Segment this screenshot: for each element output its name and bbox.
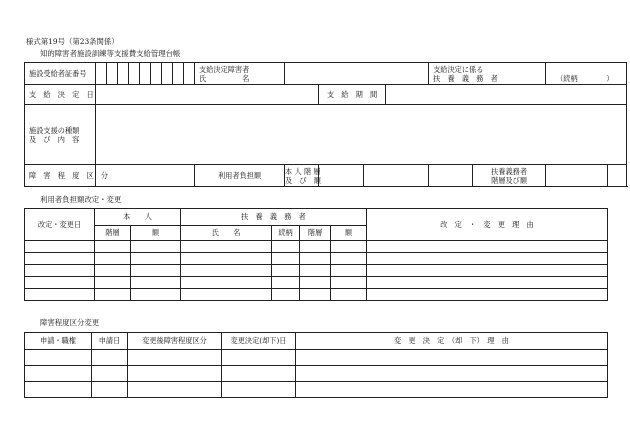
period-label: 支 給 期 間 — [319, 85, 386, 105]
support-type-label-2: 及 び 内 容 — [29, 134, 80, 144]
support-type-label — [25, 105, 96, 165]
row-cell[interactable] — [128, 366, 222, 382]
decided-person-name-field[interactable] — [285, 63, 429, 85]
self-amount-field[interactable] — [364, 165, 429, 187]
row-cell[interactable] — [128, 382, 222, 398]
row-cell[interactable] — [95, 241, 131, 253]
change-date-header: 改定・変更日 — [25, 209, 95, 241]
id-digit-cell[interactable] — [107, 63, 118, 85]
row-cell[interactable] — [131, 265, 181, 277]
table-row — [25, 241, 608, 253]
row-cell[interactable] — [181, 265, 272, 277]
period-field[interactable] — [386, 85, 627, 105]
row-cell[interactable] — [181, 241, 272, 253]
row-cell[interactable] — [300, 265, 331, 277]
table-row — [25, 253, 608, 265]
row-cell[interactable] — [272, 241, 300, 253]
row-cell[interactable] — [95, 289, 131, 301]
row-cell[interactable] — [367, 289, 608, 301]
decision-date-field[interactable] — [96, 85, 319, 105]
row-cell[interactable] — [95, 277, 131, 289]
burden-change-title: 利用者負担額改定・変更 — [40, 195, 122, 204]
table-row — [25, 289, 608, 301]
guardian-tier-field[interactable] — [546, 165, 608, 187]
burden-change-table — [24, 208, 608, 301]
id-digit-cell[interactable] — [96, 63, 107, 85]
guardian-header: 扶 養 義 務 者 — [181, 209, 367, 226]
row-cell[interactable] — [25, 350, 92, 366]
recipient-id-label: 施設受給者証番号 — [25, 63, 96, 85]
row-cell[interactable] — [272, 277, 300, 289]
row-cell[interactable] — [331, 253, 367, 265]
guardian-relation-header: 続柄 — [272, 226, 300, 241]
guardian-tier-label-1: 扶養義務者 — [491, 166, 528, 176]
new-class-header: 変更後障害程度区分 — [128, 333, 222, 350]
row-cell[interactable] — [296, 350, 608, 366]
class-change-table — [24, 332, 608, 398]
decision-reason-header: 変 更 決 定 （却 下） 理 由 — [296, 333, 608, 350]
id-digit-cell[interactable] — [184, 63, 195, 85]
row-cell[interactable] — [296, 366, 608, 382]
row-cell[interactable] — [131, 289, 181, 301]
row-cell[interactable] — [367, 253, 608, 265]
relation-label: （続柄 ） — [556, 74, 614, 83]
row-cell[interactable] — [222, 350, 296, 366]
class-change-title: 障害程度区分変更 — [40, 318, 100, 327]
id-digit-cell[interactable] — [140, 63, 151, 85]
self-header: 本 人 — [95, 209, 181, 226]
row-cell[interactable] — [95, 265, 131, 277]
row-cell[interactable] — [272, 289, 300, 301]
decided-person-label-2: 氏 名 — [199, 73, 250, 83]
table-row — [25, 265, 608, 277]
row-cell[interactable] — [272, 265, 300, 277]
self-tier-label — [285, 165, 319, 187]
row-cell[interactable] — [296, 382, 608, 398]
id-digit-cell[interactable] — [151, 63, 162, 85]
row-cell[interactable] — [272, 253, 300, 265]
decision-date-label: 支 給 決 定 日 — [25, 85, 96, 105]
row-cell[interactable] — [131, 253, 181, 265]
guardian-label-2: 扶 養 義 務 者 — [433, 73, 498, 83]
row-cell[interactable] — [25, 366, 92, 382]
row-cell[interactable] — [222, 366, 296, 382]
disability-class-field[interactable] — [96, 165, 195, 187]
row-cell[interactable] — [181, 253, 272, 265]
id-digit-cell[interactable] — [162, 63, 173, 85]
row-cell[interactable] — [300, 277, 331, 289]
support-type-label-1: 施設支援の種類 — [29, 125, 80, 135]
row-cell[interactable] — [300, 241, 331, 253]
guardian-label — [429, 63, 546, 85]
row-cell[interactable] — [331, 277, 367, 289]
spacer-cell — [429, 165, 473, 187]
change-reason-header: 改 定 ・ 変 更 理 由 — [367, 209, 608, 241]
row-cell[interactable] — [95, 253, 131, 265]
row-cell[interactable] — [25, 382, 92, 398]
row-cell[interactable] — [131, 277, 181, 289]
row-cell[interactable] — [300, 289, 331, 301]
row-cell[interactable] — [25, 289, 95, 301]
decided-person-label-1: 支給決定障害者 — [199, 64, 250, 74]
table-row — [25, 382, 608, 398]
id-digit-cell[interactable] — [129, 63, 140, 85]
row-cell[interactable] — [92, 382, 128, 398]
row-cell[interactable] — [367, 265, 608, 277]
form-number: 様式第19号（第23条関係） — [26, 37, 119, 46]
guardian-tier-label — [473, 165, 546, 187]
self-tier-label-1: 本 人 階 層 — [285, 166, 321, 176]
table-row — [25, 350, 608, 366]
row-cell[interactable] — [25, 253, 95, 265]
row-cell[interactable] — [222, 382, 296, 398]
row-cell[interactable] — [367, 241, 608, 253]
guardian-tier-header: 階層 — [300, 226, 331, 241]
row-cell[interactable] — [300, 253, 331, 265]
id-digit-cell[interactable] — [173, 63, 184, 85]
self-tier-field[interactable] — [319, 165, 364, 187]
guardian-tier-label-2: 階層及び額 — [491, 175, 528, 185]
row-cell[interactable] — [92, 350, 128, 366]
row-cell[interactable] — [25, 241, 95, 253]
decision-date-header: 変更決定(却下)日 — [222, 333, 296, 350]
self-tier-header: 階層 — [95, 226, 131, 241]
form-title: 知的障害者施設訓練等支援費支給管理台帳 — [40, 49, 181, 58]
guardian-amount-header: 額 — [331, 226, 367, 241]
row-cell[interactable] — [25, 277, 95, 289]
row-cell[interactable] — [128, 350, 222, 366]
table-row — [25, 366, 608, 382]
row-cell[interactable] — [367, 277, 608, 289]
disability-class-label: 障 害 程 度 区 分 — [25, 165, 96, 187]
row-cell[interactable] — [331, 289, 367, 301]
ledger-table — [24, 62, 627, 187]
guardian-name-field[interactable] — [546, 63, 627, 85]
row-cell[interactable] — [181, 277, 272, 289]
row-cell[interactable] — [92, 366, 128, 382]
row-cell[interactable] — [331, 241, 367, 253]
row-cell[interactable] — [331, 265, 367, 277]
decided-person-label — [195, 63, 285, 85]
row-cell[interactable] — [25, 265, 95, 277]
guardian-name-header: 氏 名 — [181, 226, 272, 241]
support-type-field[interactable] — [96, 105, 627, 165]
request-type-header: 申請・職権 — [25, 333, 92, 350]
request-date-header: 申請日 — [92, 333, 128, 350]
user-burden-label: 利用者負担額 — [195, 165, 285, 187]
id-digit-cell[interactable] — [118, 63, 129, 85]
row-cell[interactable] — [181, 289, 272, 301]
table-row — [25, 277, 608, 289]
guardian-label-1: 支給決定に係る — [433, 64, 484, 74]
self-tier-label-2: 及 び 額 — [285, 175, 321, 185]
row-cell[interactable] — [131, 241, 181, 253]
guardian-amount-field[interactable] — [608, 165, 627, 187]
self-amount-header: 額 — [131, 226, 181, 241]
